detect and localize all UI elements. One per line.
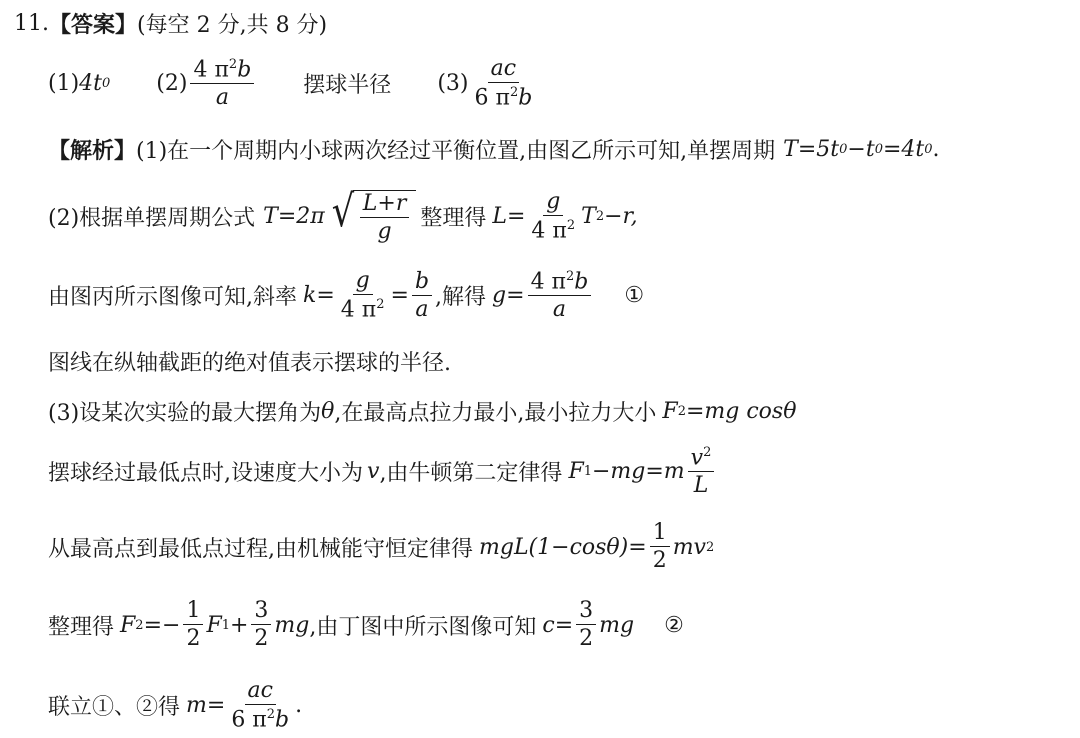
analysis-tag: 【解析】: [48, 138, 137, 164]
analysis-line-4: 图线在纵轴截距的绝对值表示摆球的半径.: [48, 351, 451, 376]
answers-row: [48, 58, 538, 109]
analysis-line-8: 整理得 F 2 =− $\frac{1}{2}$ F 1 + $\frac{3}{2}$ mg ,由丁图中所示图像可知 c= $\frac{3}{2}$ mg ②: [48, 598, 684, 651]
sqrt-expression: √ $\frac{L+r}{g}$: [329, 190, 417, 243]
answer-2-text: 摆球半径: [303, 73, 392, 99]
answer-2-label: (2): [156, 71, 188, 97]
answer-1-value: 4t: [79, 71, 103, 97]
analysis-line-1: 【解析】 (1)在一个周期内小球两次经过平衡位置,由图乙所示可知,单摆周期 T=5t 0 −t 0 =4t 0 .: [48, 134, 940, 165]
scoring-note: (每空 2 分,共 8 分): [137, 13, 328, 38]
answer-1-label: (1): [48, 71, 80, 97]
answer-2-fraction: $\frac{4 \pi^2b}{a}$: [190, 58, 254, 109]
analysis-line-5: (3)设某次实验的最大摆角为 θ ,在最高点拉力最小,最小拉力大小 F 2 =mg cosθ: [48, 399, 797, 426]
answer-tag: 【答案】: [49, 12, 138, 38]
analysis-line-2: (2)根据单摆周期公式 T=2π √ $\frac{L+r}{g}$ 整理得 L= $\frac{g}{4 \pi^2}$ T 2 −r,: [48, 186, 638, 244]
analysis-line-9: 联立①、②得 m= $\frac{ac}{6 \pi^2b}$ .: [48, 678, 303, 733]
question-header: [14, 8, 327, 39]
answer-1-sub: 0: [102, 76, 111, 92]
analysis-line-7: 从最高点到最低点过程,由机械能守恒定律得 mgL(1−cosθ)= $\frac{1}{2}$ mv 2: [48, 520, 715, 573]
analysis-line-6: 摆球经过最低点时,设速度大小为 v ,由牛顿第二定律得 F 1 −mg=m $\frac{v^2}{L}$: [48, 446, 717, 497]
answer-3-fraction: $\frac{ac}{6 \pi^2b}$: [474, 56, 533, 111]
analysis-line-3: 由图丙所示图像可知,斜率 k= $\frac{g}{4 \pi^2}$ = $\frac{b}{a}$ ,解得 g= $\frac{4 \pi^2b}{a}$ ①: [48, 268, 645, 323]
answer-3-label: (3): [437, 71, 469, 97]
question-number: 11.: [14, 11, 49, 36]
